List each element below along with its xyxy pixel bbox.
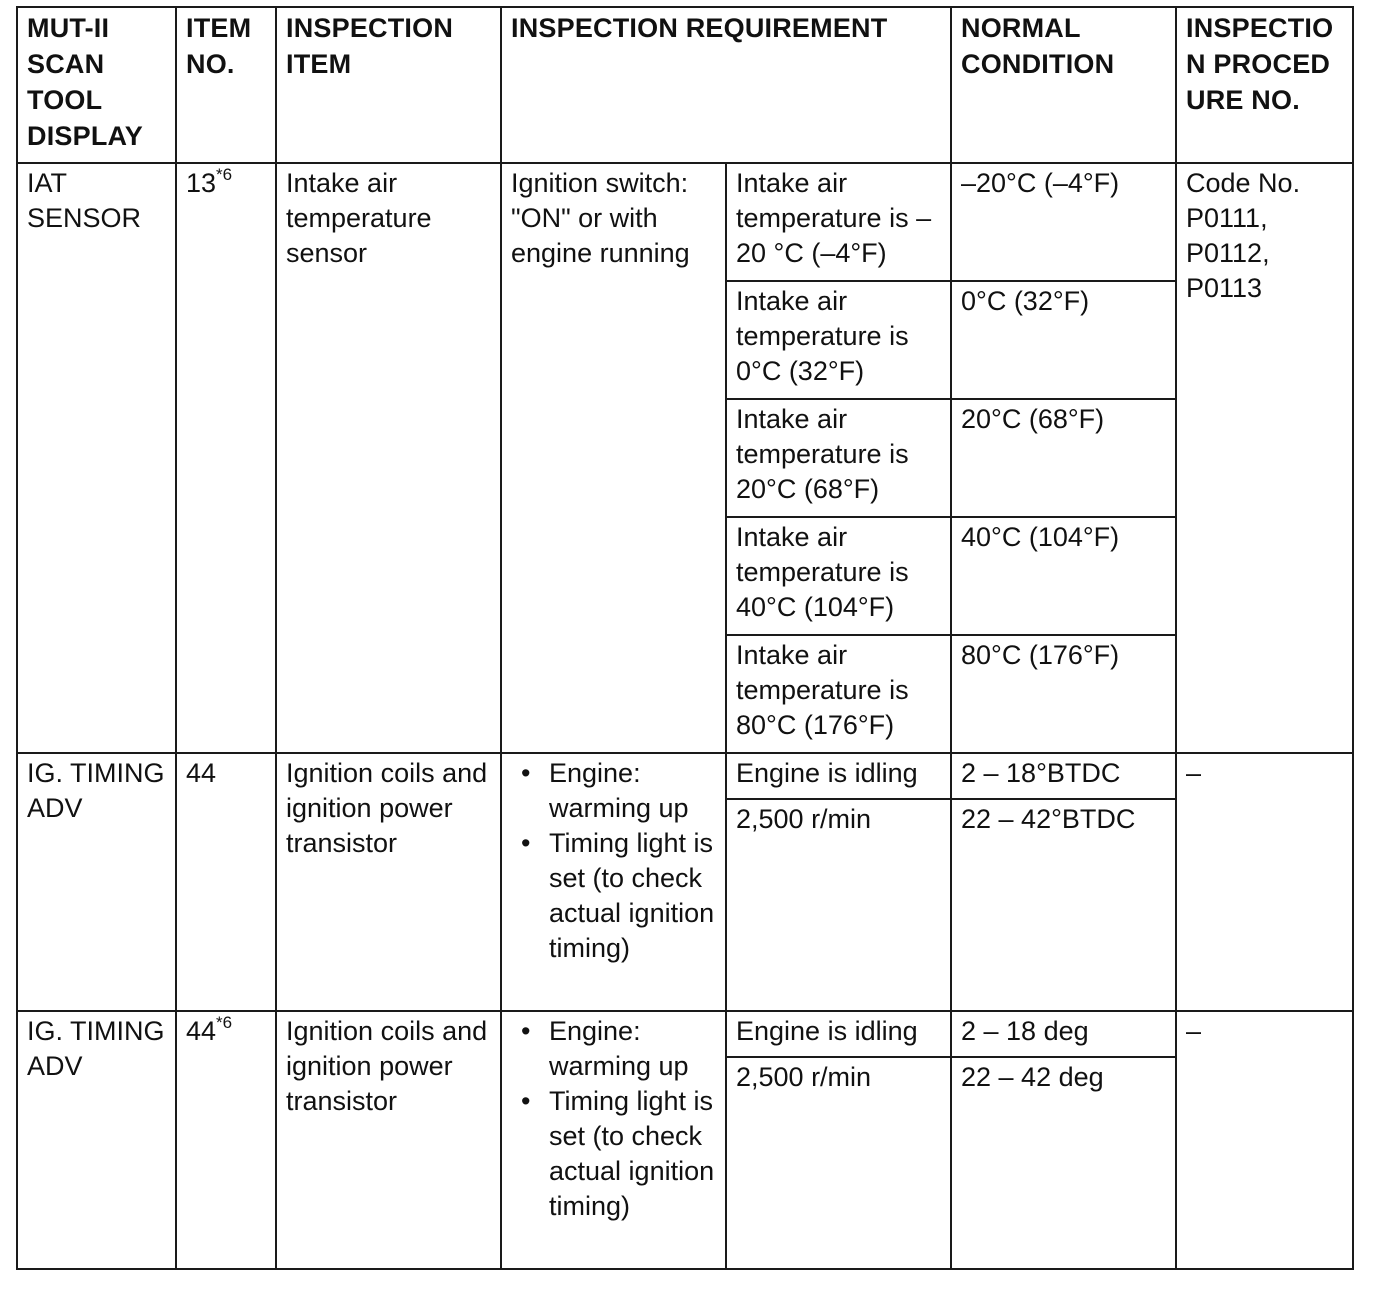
iat-condition-normal: 40°C (104°F) — [951, 517, 1176, 635]
iat-condition-req: Intake air temperature is 0°C (32°F) — [726, 281, 951, 399]
ig1-condition-normal: 2 – 18°BTDC — [951, 753, 1176, 799]
ig2-display: IG. TIMING ADV — [17, 1011, 176, 1269]
bullet-icon: • — [521, 1086, 531, 1116]
ig2-requirement — [501, 1011, 726, 1269]
header-item-no: ITEM NO. — [176, 7, 276, 163]
ig2-item-no — [176, 1011, 276, 1269]
list-item — [511, 756, 717, 826]
iat-condition-normal: –20°C (–4°F) — [951, 163, 1176, 281]
ig2-condition-normal: 2 – 18 deg — [951, 1011, 1176, 1057]
iat-requirement: Ignition switch: "ON" or with engine running — [501, 163, 726, 753]
ig1-item-no: 44 — [176, 753, 276, 1011]
header-row — [17, 7, 1353, 163]
ig2-inspection-item: Ignition coils and ignition power transistor — [276, 1011, 501, 1269]
bullet-icon: • — [521, 1016, 531, 1046]
ig1-requirement-list — [511, 756, 717, 966]
header-procedure: INSPECTION PROCEDURE NO. — [1176, 7, 1353, 163]
iat-condition-req: Intake air temperature is –20 °C (–4°F) — [726, 163, 951, 281]
ig2-condition-req: 2,500 r/min — [726, 1057, 951, 1269]
iat-condition-normal: 0°C (32°F) — [951, 281, 1176, 399]
ig1-requirement — [501, 753, 726, 1011]
iat-inspection-item: Intake air temperature sensor — [276, 163, 501, 753]
ig2-item-no-footnote: *6 — [216, 1013, 233, 1032]
iat-item-no — [176, 163, 276, 753]
ig2-condition-normal: 22 – 42 deg — [951, 1057, 1176, 1269]
iat-condition-normal: 80°C (176°F) — [951, 635, 1176, 753]
ig2-procedure: – — [1176, 1011, 1353, 1269]
list-item — [511, 826, 717, 966]
ig2-requirement-list — [511, 1014, 717, 1224]
ig2-item-no-value: 44 — [186, 1016, 217, 1046]
ig2-condition-req: Engine is idling — [726, 1011, 951, 1057]
ig1-display: IG. TIMING ADV — [17, 753, 176, 1011]
ig1-inspection-item: Ignition coils and ignition power transistor — [276, 753, 501, 1011]
bullet-icon: • — [521, 758, 531, 788]
ig1-condition-normal: 22 – 42°BTDC — [951, 799, 1176, 1011]
iat-condition-req: Intake air temperature is 20°C (68°F) — [726, 399, 951, 517]
iat-display: IAT SENSOR — [17, 163, 176, 753]
ig1-bullet-text: Engine: warming up — [549, 758, 689, 823]
iat-item-no-footnote: *6 — [216, 165, 233, 184]
inspection-table — [16, 6, 1354, 1270]
header-requirement: INSPECTION REQUIREMENT — [501, 7, 951, 163]
ig1-condition-req: Engine is idling — [726, 753, 951, 799]
table-row — [17, 163, 1353, 281]
list-item — [511, 1014, 717, 1084]
table-row — [17, 753, 1353, 799]
ig1-condition-req: 2,500 r/min — [726, 799, 951, 1011]
header-normal-condition: NORMAL CONDITION — [951, 7, 1176, 163]
list-item — [511, 1084, 717, 1224]
ig2-bullet-text: Engine: warming up — [549, 1016, 689, 1081]
header-display: MUT-II SCAN TOOL DISPLAY — [17, 7, 176, 163]
iat-item-no-value: 13 — [186, 168, 217, 198]
header-inspection-item: INSPECTION ITEM — [276, 7, 501, 163]
ig2-bullet-text: Timing light is set (to check actual ignition timing) — [549, 1086, 715, 1221]
table-row — [17, 1011, 1353, 1057]
ig1-bullet-text: Timing light is set (to check actual ignition timing) — [549, 828, 715, 963]
ig1-procedure: – — [1176, 753, 1353, 1011]
iat-condition-req: Intake air temperature is 40°C (104°F) — [726, 517, 951, 635]
bullet-icon: • — [521, 828, 531, 858]
iat-procedure: Code No. P0111, P0112, P0113 — [1176, 163, 1353, 753]
iat-condition-normal: 20°C (68°F) — [951, 399, 1176, 517]
iat-condition-req: Intake air temperature is 80°C (176°F) — [726, 635, 951, 753]
